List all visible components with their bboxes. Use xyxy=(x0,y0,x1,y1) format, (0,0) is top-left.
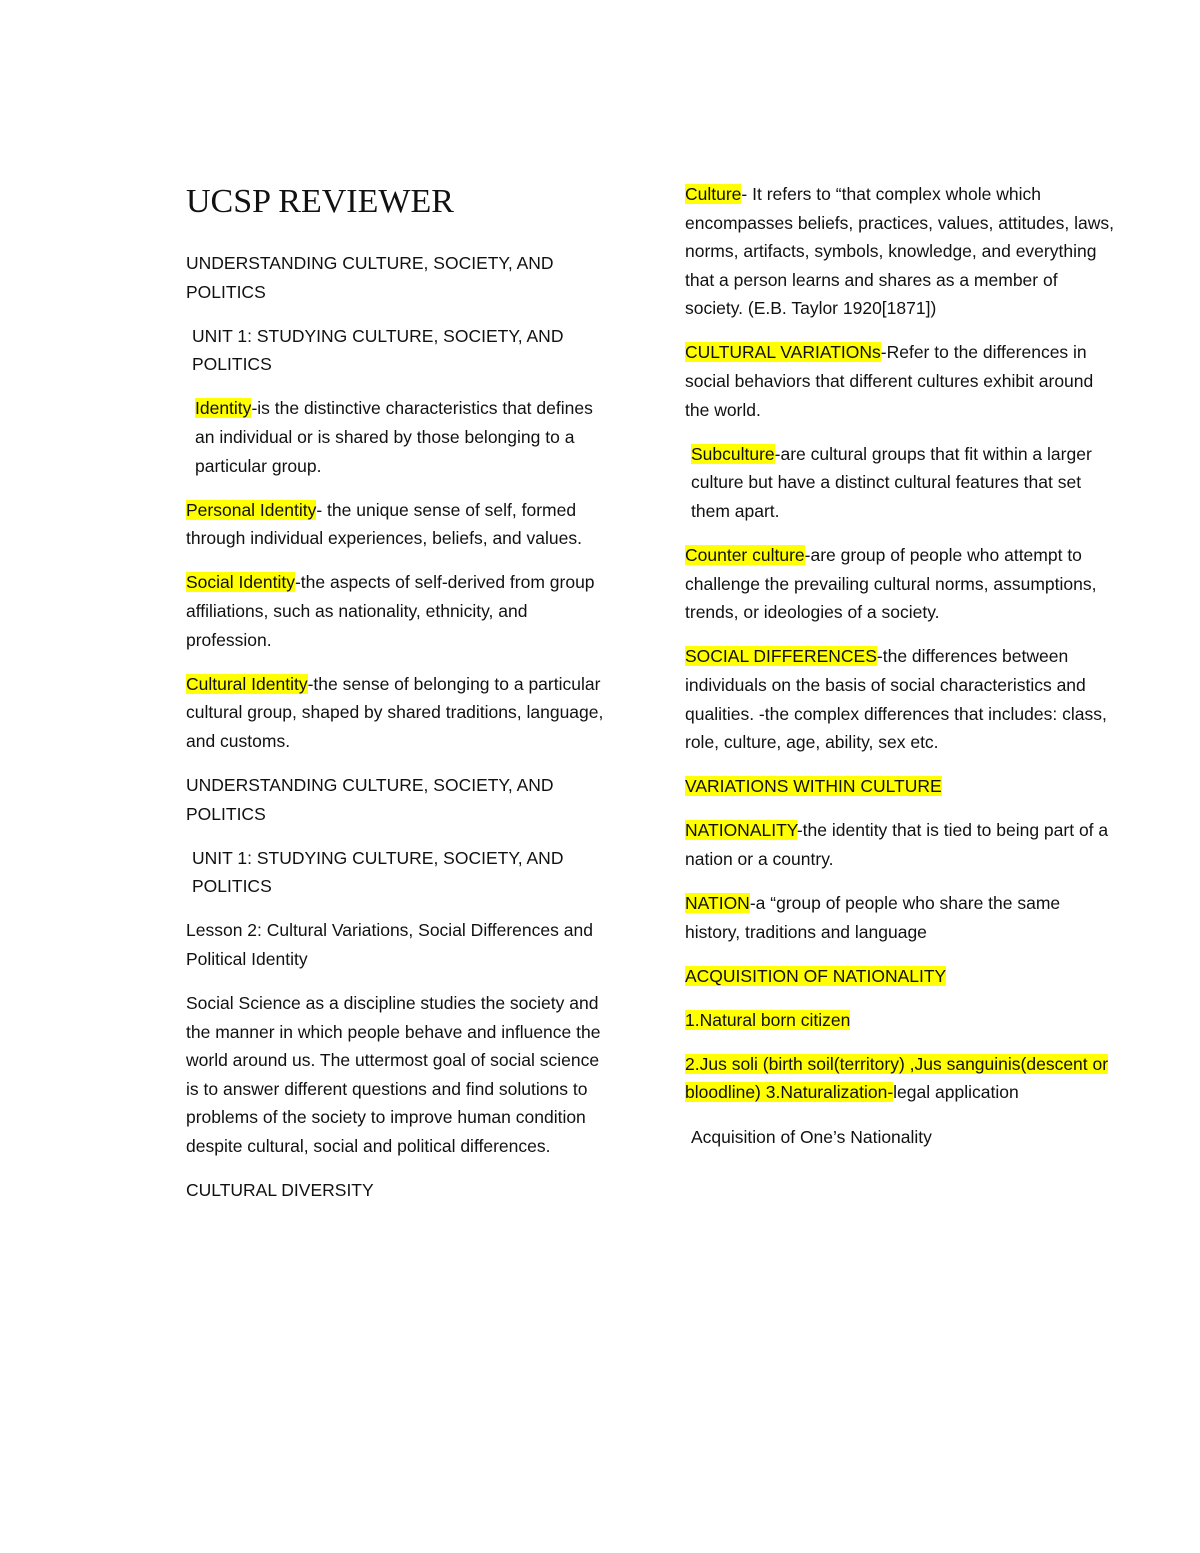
acquisition-heading xyxy=(685,962,1117,991)
social-differences-term: SOCIAL DIFFERENCES xyxy=(685,646,877,667)
nationality-paragraph xyxy=(685,816,1117,873)
jus-soli-text: 2.Jus soli (birth soil(territory) ,Jus sanguinis(descent or bloodline) 3.Naturalization- xyxy=(685,1053,1109,1103)
jus-soli-item xyxy=(685,1050,1117,1107)
cultural-identity-term: Cultural Identity xyxy=(186,673,308,694)
natural-born-item xyxy=(685,1006,1117,1035)
identity-term: Identity xyxy=(195,398,252,419)
personal-identity-definition: - the unique sense of self, formed through individual experiences, beliefs, and values. xyxy=(186,499,582,549)
course-heading: UNDERSTANDING CULTURE, SOCIETY, AND POLITICS xyxy=(186,253,554,302)
lesson-heading: Lesson 2: Cultural Variations, Social Differences and Political Identity xyxy=(186,920,593,969)
social-identity-definition: -the aspects of self-derived from group affiliations, such as nationality, ethnicity, and profession. xyxy=(186,572,595,650)
cultural-variations-definition: -Refer to the differences in social behaviors that different cultures exhibit around the world. xyxy=(685,342,1094,420)
cultural-variations-term: CULTURAL VARIATIONs xyxy=(685,342,881,363)
natural-born-text: 1.Natural born citizen xyxy=(685,1009,851,1030)
right-column xyxy=(685,180,1117,1167)
nation-paragraph xyxy=(685,889,1117,946)
social-science-paragraph: Social Science as a discipline studies the society and the manner in which people behave and influence the world around us. The uttermost goal of social science is to answer different questions and find solutions to problems of the society to improve human condition despite cultural, social and political differences. xyxy=(186,992,601,1156)
unit-heading-repeat: UNIT 1: STUDYING CULTURE, SOCIETY, AND POLITICS xyxy=(192,847,564,897)
culture-paragraph xyxy=(685,180,1117,323)
unit-heading: UNIT 1: STUDYING CULTURE, SOCIETY, AND POLITICS xyxy=(192,325,564,375)
left-column xyxy=(186,180,606,1220)
variations-within-culture-text: VARIATIONS WITHIN CULTURE xyxy=(685,776,942,797)
acquisition-ones-nationality: Acquisition of One’s Nationality xyxy=(691,1126,932,1147)
counter-culture-term: Counter culture xyxy=(685,545,805,566)
legal-application-text: legal application xyxy=(893,1082,1019,1103)
culture-term: Culture xyxy=(685,184,742,204)
social-identity-paragraph xyxy=(186,568,606,654)
document-title: UCSP REVIEWER xyxy=(186,183,454,220)
nationality-definition: -the identity that is tied to being part of a nation or a country. xyxy=(685,820,1109,869)
culture-definition: - It refers to “that complex whole which encompasses beliefs, practices, values, attitudes, laws, norms, artifacts, symbols, knowledge, and everything that a person learns and shares as a member of society. (E.B. Taylor 1920[1871]) xyxy=(685,184,1114,319)
cultural-identity-definition: -the sense of belonging to a particular cultural group, shaped by shared traditions, language, and customs. xyxy=(186,673,604,751)
social-differences-definition: -the differences between individuals on the basis of social characteristics and qualities. -the complex differences that includes: class, role, culture, age, ability, sex etc. xyxy=(685,646,1107,753)
nation-term: NATION xyxy=(685,892,750,913)
acquisition-heading-text: ACQUISITION OF NATIONALITY xyxy=(685,965,947,986)
variations-within-culture-heading xyxy=(685,772,1117,801)
cultural-identity-paragraph xyxy=(186,670,606,756)
cultural-variations-paragraph xyxy=(685,338,1117,424)
subculture-term: Subculture xyxy=(691,443,775,464)
social-differences-paragraph xyxy=(685,642,1117,756)
personal-identity-paragraph xyxy=(186,496,606,553)
nation-definition: -a “group of people who share the same history, traditions and language xyxy=(685,892,1061,942)
counter-culture-definition: -are group of people who attempt to challenge the prevailing cultural norms, assumptions, trends, or ideologies of a society. xyxy=(685,545,1097,623)
identity-paragraph xyxy=(186,394,606,480)
subculture-paragraph xyxy=(685,440,1117,526)
subculture-definition: -are cultural groups that fit within a larger culture but have a distinct cultural features that set them apart. xyxy=(691,443,1092,521)
personal-identity-term: Personal Identity xyxy=(186,499,317,520)
course-heading-repeat: UNDERSTANDING CULTURE, SOCIETY, AND POLITICS xyxy=(186,774,554,824)
social-identity-term: Social Identity xyxy=(186,572,295,593)
counter-culture-paragraph xyxy=(685,541,1117,627)
nationality-term: NATIONALITY xyxy=(685,820,797,841)
cultural-diversity-heading: CULTURAL DIVERSITY xyxy=(186,1180,374,1201)
identity-definition: -is the distinctive characteristics that defines an individual or is shared by those belonging to a particular group. xyxy=(195,398,593,476)
